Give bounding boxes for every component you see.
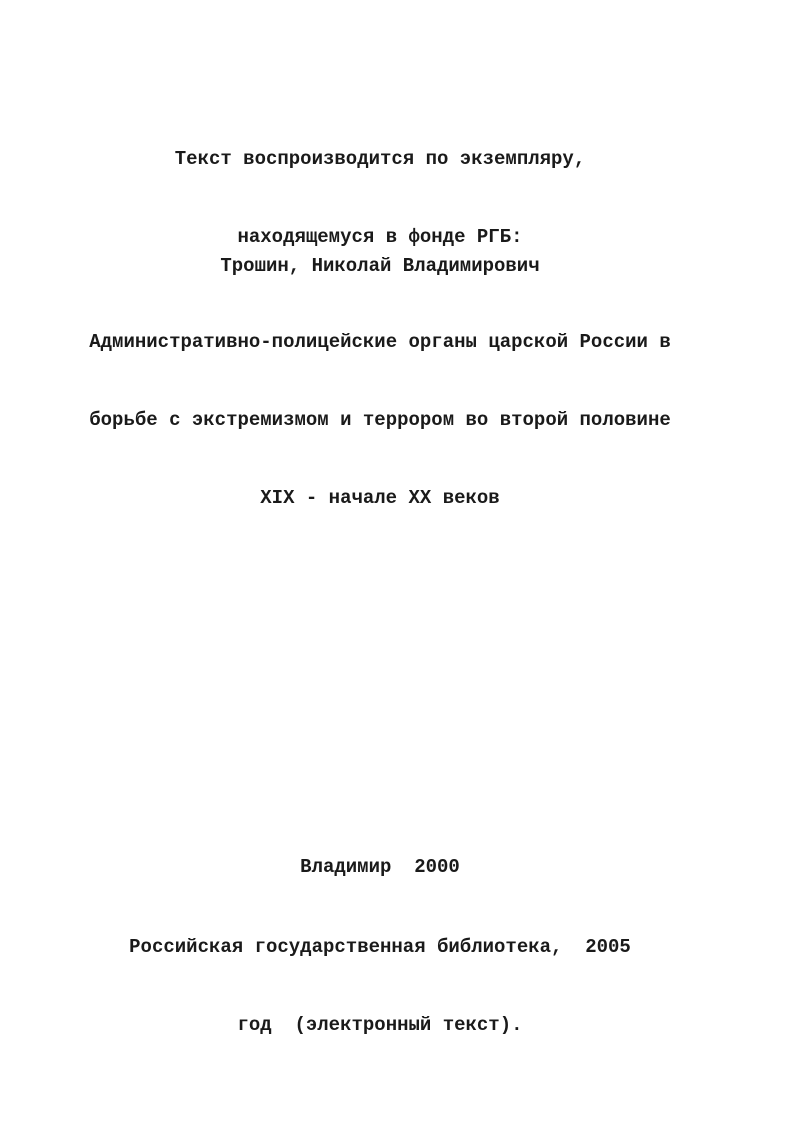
library-note-line-1: Российская государственная библиотека, 2005 — [129, 936, 631, 958]
library-note — [0, 882, 760, 1064]
document-title-line-3: XIX - начале XX веков — [260, 487, 500, 509]
reproduction-notice-line-2: находящемуся в фонде РГБ: — [237, 226, 523, 248]
document-title-line-2: борьбе с экстремизмом и террором во второй половине — [89, 409, 671, 431]
reproduction-notice-line-1: Текст воспроизводится по экземпляру, — [174, 148, 586, 170]
document-title-line-1: Административно-полицейские органы царской России в — [89, 331, 671, 353]
library-note-line-2: год (электронный текст). — [237, 1014, 523, 1036]
place-and-year-text: Владимир 2000 — [300, 856, 460, 878]
document-title — [0, 277, 760, 537]
author-name-text: Трошин, Николай Владимирович — [220, 255, 540, 277]
